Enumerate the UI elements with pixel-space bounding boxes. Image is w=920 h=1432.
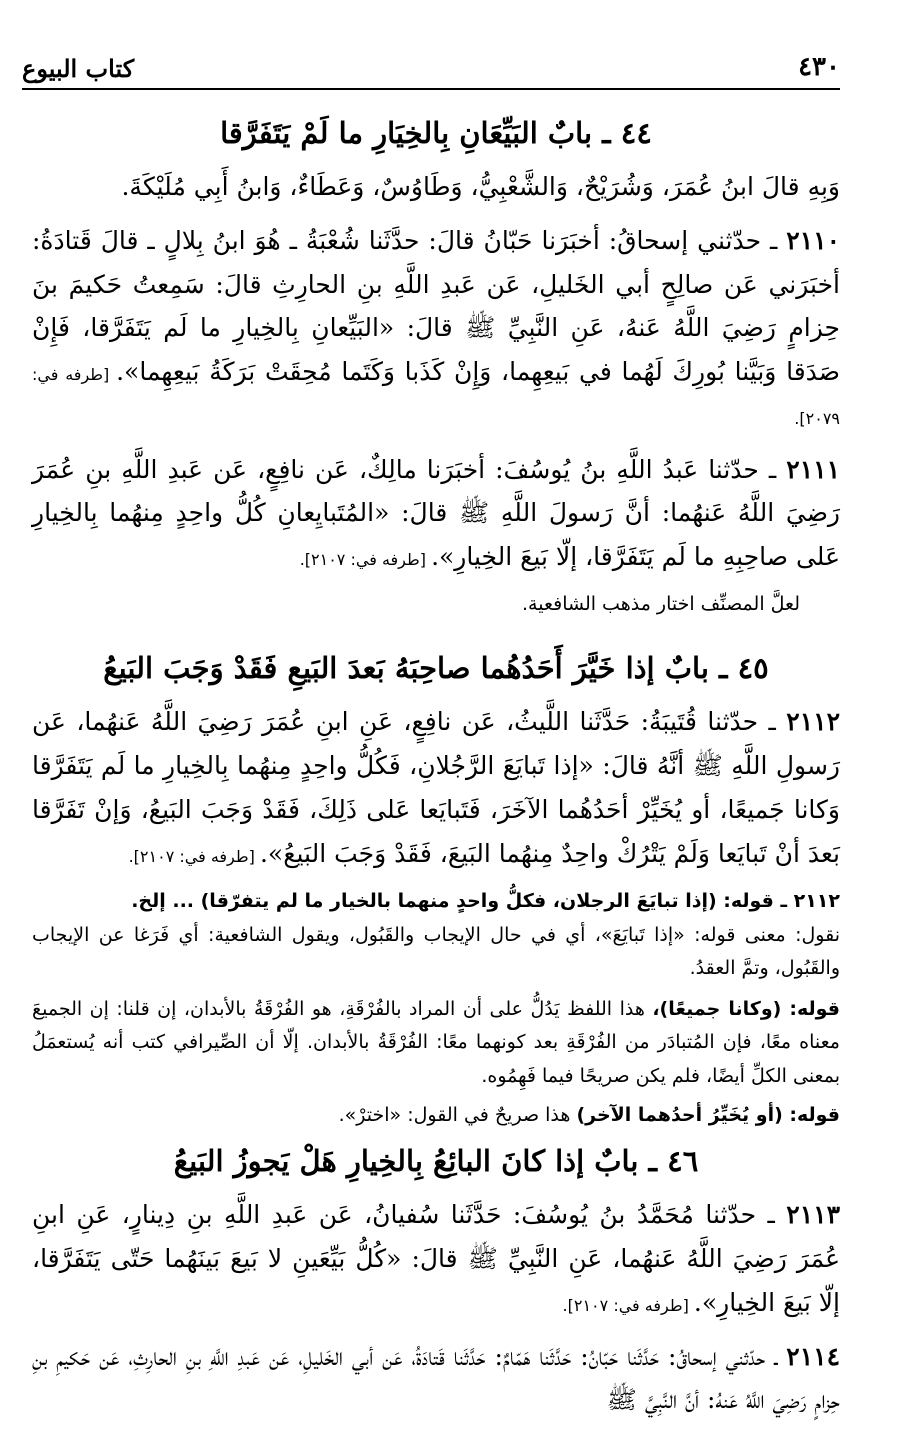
hadith-2110 bbox=[32, 219, 840, 438]
page-number: ٤٣٠ bbox=[798, 52, 840, 82]
commentary-head: قوله: (وكانا جميعًا)، bbox=[652, 998, 840, 1021]
hadith-number: ٢١١٤ bbox=[786, 1341, 840, 1371]
cross-reference: [طرفه في: ٢٠٧٩]. bbox=[32, 365, 840, 428]
hadith-2111 bbox=[32, 448, 840, 579]
commentary-head: قوله: (أو يُخَيِّرُ أحدُهما الآخر) bbox=[576, 1103, 840, 1126]
page-header bbox=[22, 48, 840, 90]
commentary-text: هذا صريحٌ في القول: «اخترْ». bbox=[338, 1103, 577, 1126]
hadith-2112 bbox=[32, 700, 840, 875]
chapter-heading-46: ٤٦ ـ بابٌ إذا كانَ البائِعُ بِالخِيارِ هَلْ يَجوزُ البَيعُ bbox=[173, 1144, 699, 1179]
cross-reference: [طرفه في: ٢١٠٧]. bbox=[299, 550, 432, 570]
hadith-number: ٢١١٣ bbox=[786, 1200, 840, 1230]
running-title: كتاب البيوع bbox=[22, 54, 135, 83]
chapter-heading-45: ٤٥ ـ بابٌ إذا خَيَّرَ أَحَدُهُما صاحِبَهُ بَعدَ البَيعِ فَقَدْ وَجَبَ البَيعُ bbox=[103, 651, 769, 686]
commentary-text: هذا اللفظ يَدُلُّ على أن المراد بالفُرْقَةِ، هو الفُرْقَةُ بالأبدان، إن قلنا: إن الجميعَ معناه معًا، فإن المُتبادَر من الفُرْقَةِ بعد كونهما معًا: الفُرْقَةُ بالأبدان. إلّا أن الصِّيرافي كتب أنه يُستعمَلُ بمعنى الكلِّ أيضًا، فلم يكن صريحًا فيما فَهِمُوه. bbox=[32, 998, 840, 1087]
hadith-text: ـ حدّثني إسحاقُ: حَدَّثَنا حَبّانُ: حَدَّثَنا هَمّامٌ: حَدَّثَنا قَتادَةُ، عَن أبي الخَليلِ، عَن عَبدِ اللَّهِ بنِ الحارِثِ، عَن حَكيمِ بنِ حِزامٍ رَضِيَ اللَّهُ عَنهُ: أنَّ النَّبِيَّ ﷺ bbox=[32, 1341, 840, 1415]
commentary-text: نقول: معنى قوله: «إذا تَبايَعَ»، أي في حال الإيجاب والقَبُول، ويقول الشافعية: أي فَرَغا عن الإيجاب والقَبُول، وتمَّ العقدُ. bbox=[32, 923, 840, 979]
hadith-number: ٢١١٢ bbox=[786, 707, 840, 737]
commentary-paragraph bbox=[32, 1099, 840, 1132]
hadith-text: ـ حدّثني إسحاقُ: أخبَرَنا حَبّانُ قالَ: حدَّثَنا شُعْبَةُ ـ هُوَ ابنُ بِلالٍ ـ قالَ قَتادَةُ: أخبَرَني عَن صالِحٍ أبي الخَليلِ، عَن عَبدِ اللَّهِ بنِ الحارِثِ قالَ: سَمِعتُ حَكيمَ بنَ حِزامٍ رَضِيَ اللَّهُ عَنهُ، عَنِ النَّبِيِّ ﷺ قالَ: «البَيِّعانِ بِالخِيارِ ما لَم يَتَفَرَّقا، فَإِنْ صَدَقا وَبَيَّنا بُورِكَ لَهُما في بَيعِهِما، وَإِنْ كَذَبا وَكَتَما مُحِقَتْ بَرَكَةُ بَيعِهِما». bbox=[32, 225, 840, 387]
commentary-block bbox=[32, 885, 840, 1132]
hadith-2114 bbox=[32, 1335, 840, 1423]
hadith-2113 bbox=[32, 1193, 840, 1324]
commentary-paragraph bbox=[32, 993, 840, 1093]
margin-note: لعلَّ المصنِّف اختار مذهب الشافعية. bbox=[522, 592, 800, 615]
commentary-paragraph bbox=[32, 885, 840, 918]
cross-reference: [طرفه في: ٢١٠٧]. bbox=[562, 1295, 694, 1315]
hadith-number: ٢١١٠ bbox=[786, 225, 840, 255]
chapter-heading-44: ٤٤ ـ بابٌ البَيِّعَانِ بِالخِيَارِ ما لَمْ يَتَفَرَّقا bbox=[220, 116, 652, 150]
hadith-text: ـ حدّثنا مُحَمَّدُ بنُ يُوسُفَ: حَدَّثَنا سُفيانُ، عَن عَبدِ اللَّهِ بنِ دِينارٍ، عَنِ ابنِ عُمَرَ رَضِيَ اللَّهُ عَنهُما، عَنِ النَّبِيِّ ﷺ قالَ: «كُلُّ بَيِّعَينِ لا بَيعَ بَينَهُما حَتّى يَتَفَرَّقا، إلّا بَيعَ الخِيارِ». bbox=[32, 1200, 840, 1317]
hadith-text: ـ حدّثنا قُتَيبَةُ: حَدَّثَنا اللَّيثُ، عَن نافِعٍ، عَنِ ابنِ عُمَرَ رَضِيَ اللَّهُ عَنهُما، عَن رَسولِ اللَّهِ ﷺ أنَّهُ قالَ: «إذا تَبايَعَ الرَّجُلانِ، فَكُلُّ واحِدٍ مِنهُما بِالخِيارِ ما لَم يَتَفَرَّقا وَكانا جَميعًا، أو يُخَيِّرْ أحَدُهُما الآخَرَ، فَتَبايَعا عَلى ذَلِكَ، فَقَدْ وَجَبَ البَيعُ، وَإنْ تَفَرَّقا بَعدَ أنْ تَبايَعا وَلَمْ يَتْرُكْ واحِدٌ مِنهُما البَيعَ، فَقَدْ وَجَبَ البَيعُ». bbox=[32, 707, 841, 868]
cross-reference: [طرفه في: ٢١٠٧]. bbox=[128, 846, 260, 866]
chapter-intro: وَبِهِ قالَ ابنُ عُمَرَ، وَشُرَيْحٌ، وَالشَّعْبِيُّ، وَطَاوُسٌ، وَعَطَاءٌ، وَابنُ أَبِي مُلَيْكَةَ. bbox=[121, 172, 840, 202]
page-body bbox=[32, 108, 840, 1432]
hadith-text: ـ حدّثنا عَبدُ اللَّهِ بنُ يُوسُفَ: أخبَرَنا مالِكٌ، عَن نافِعٍ، عَن عَبدِ اللَّهِ بنِ عُمَرَ رَضِيَ اللَّهُ عَنهُما: أنَّ رَسولَ اللَّهِ ﷺ قالَ: «المُتَبايِعانِ كُلُّ واحِدٍ مِنهُما بِالخِيارِ عَلى صاحِبِهِ ما لَم يَتَفَرَّقا، إلّا بَيعَ الخِيارِ». bbox=[32, 454, 840, 572]
commentary-head: ٢١١٢ ـ قوله: (إذا تبايَعَ الرجلان، فكلُّ واحدٍ منهما بالخيار ما لم يتفرّقا) ... إلخ. bbox=[131, 890, 840, 913]
commentary-paragraph bbox=[32, 919, 840, 986]
hadith-number: ٢١١١ bbox=[786, 454, 840, 484]
